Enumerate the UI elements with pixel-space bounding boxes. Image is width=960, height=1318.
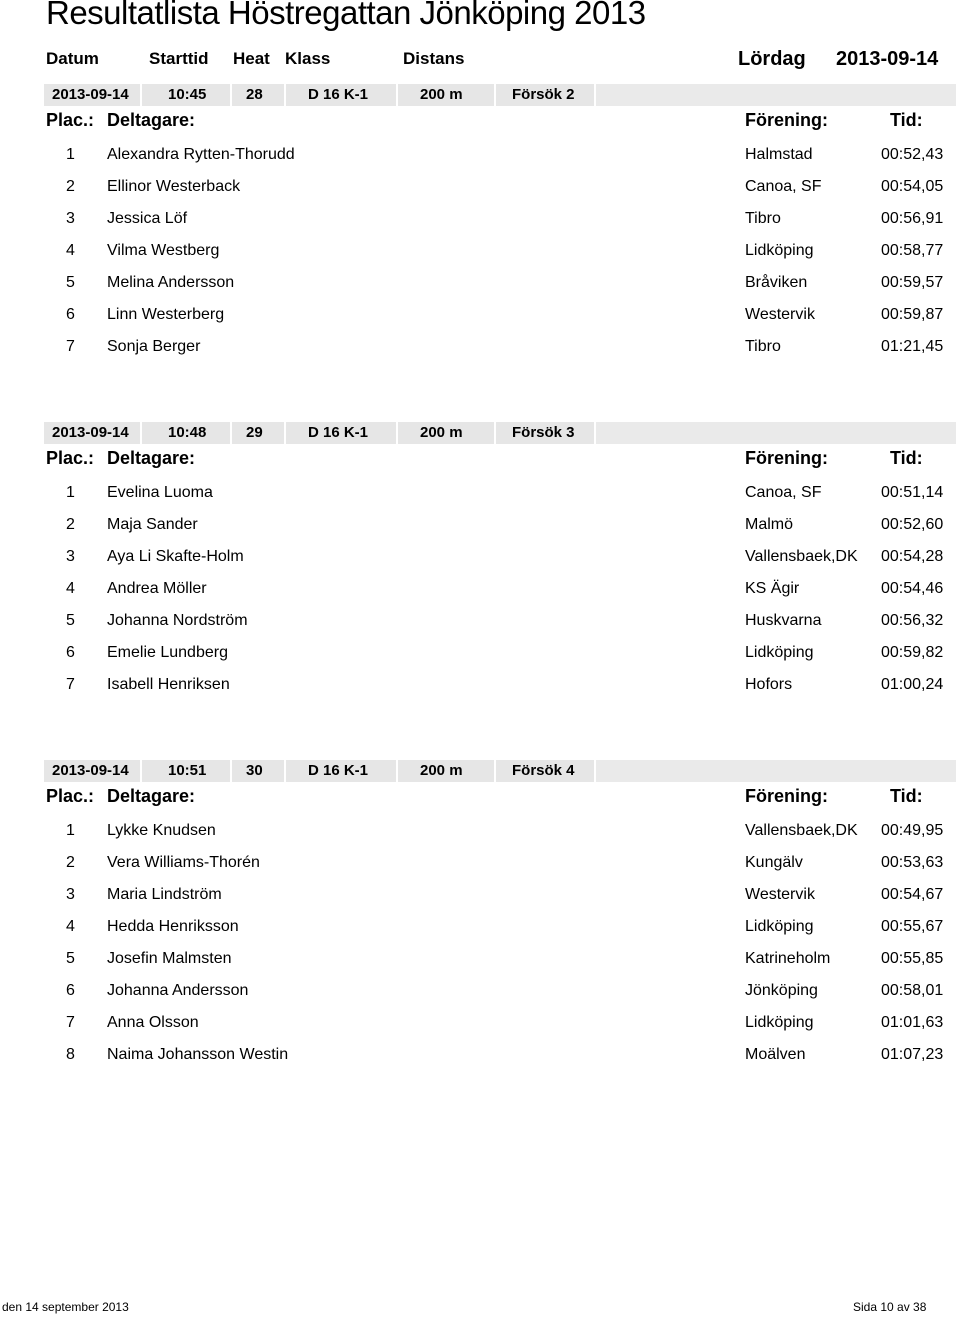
result-row [0, 580, 960, 604]
result-plac: 5 [66, 274, 75, 291]
col-forening: Förening: [745, 110, 828, 130]
heat-time: 10:51 [142, 760, 232, 782]
result-name: Emelie Lundberg [107, 644, 228, 661]
result-plac: 2 [66, 178, 75, 195]
result-row [0, 918, 960, 942]
result-name: Aya Li Skafte-Holm [107, 548, 244, 565]
result-club: Lidköping [745, 1014, 814, 1031]
result-row [0, 1014, 960, 1038]
heat-distance: 200 m [398, 760, 496, 782]
header-date: 2013-09-14 [836, 48, 939, 70]
header-distans: Distans [403, 49, 465, 68]
heat-number: 30 [232, 760, 286, 782]
result-club: Huskvarna [745, 612, 822, 629]
heat-round: Försök 2 [496, 84, 596, 106]
result-club: Lidköping [745, 918, 814, 935]
result-club: Jönköping [745, 982, 818, 999]
heat-class: D 16 K-1 [286, 760, 398, 782]
result-row [0, 950, 960, 974]
col-deltagare: Deltagare: [107, 110, 196, 130]
result-name: Hedda Henriksson [107, 918, 239, 935]
result-club: Lidköping [745, 242, 814, 259]
result-time: 00:58,01 [881, 982, 944, 999]
result-name: Sonja Berger [107, 338, 201, 355]
result-club: Westervik [745, 306, 815, 323]
result-row [0, 886, 960, 910]
result-row [0, 274, 960, 298]
result-time: 00:58,77 [881, 242, 944, 259]
result-time: 00:56,32 [881, 612, 944, 629]
heat-section [0, 422, 960, 742]
result-plac: 3 [66, 886, 75, 903]
footer-date: den 14 september 2013 [2, 1300, 129, 1314]
result-plac: 5 [66, 612, 75, 629]
heat-number: 28 [232, 84, 286, 106]
result-row [0, 1046, 960, 1070]
result-name: Vera Williams-Thorén [107, 854, 260, 871]
result-name: Isabell Henriksen [107, 676, 230, 693]
result-name: Naima Johansson Westin [107, 1046, 289, 1063]
result-row [0, 484, 960, 508]
heat-date: 2013-09-14 [44, 760, 142, 782]
result-time: 00:53,63 [881, 854, 944, 871]
header-heat: Heat [233, 49, 270, 68]
result-plac: 5 [66, 950, 75, 967]
result-club: Katrineholm [745, 950, 831, 967]
result-row [0, 822, 960, 846]
result-plac: 6 [66, 644, 75, 661]
footer-page: Sida 10 av 38 [853, 1300, 927, 1314]
result-name: Maja Sander [107, 516, 198, 533]
col-plac: Plac.: [46, 110, 95, 130]
heat-time: 10:48 [142, 422, 232, 444]
result-row [0, 210, 960, 234]
col-tid: Tid: [890, 786, 923, 806]
heat-time: 10:45 [142, 84, 232, 106]
result-time: 00:54,05 [881, 178, 944, 195]
result-name: Jessica Löf [107, 210, 188, 227]
result-name: Anna Olsson [107, 1014, 199, 1031]
result-club: Canoa, SF [745, 178, 822, 195]
result-time: 00:55,85 [881, 950, 944, 967]
result-plac: 1 [66, 146, 75, 163]
result-time: 00:56,91 [881, 210, 944, 227]
result-club: Bråviken [745, 274, 808, 291]
result-time: 00:52,60 [881, 516, 944, 533]
result-club: Tibro [745, 338, 781, 355]
col-plac: Plac.: [46, 448, 95, 468]
col-forening: Förening: [745, 448, 828, 468]
result-row [0, 306, 960, 330]
result-time: 00:55,67 [881, 918, 944, 935]
heat-round: Försök 4 [496, 760, 596, 782]
heat-round: Försök 3 [496, 422, 596, 444]
result-row [0, 644, 960, 668]
result-time: 00:59,57 [881, 274, 944, 291]
heat-section [0, 760, 960, 1090]
result-club: Canoa, SF [745, 484, 822, 501]
result-club: Westervik [745, 886, 815, 903]
result-row [0, 854, 960, 878]
result-club: Hofors [745, 676, 793, 693]
result-club: KS Ägir [745, 580, 800, 597]
header-datum: Datum [46, 49, 99, 68]
result-time: 01:21,45 [881, 338, 944, 355]
result-plac: 6 [66, 982, 75, 999]
col-tid: Tid: [890, 448, 923, 468]
header-day: Lördag [738, 48, 806, 70]
result-plac: 8 [66, 1046, 75, 1063]
result-time: 00:54,28 [881, 548, 944, 565]
result-row [0, 612, 960, 636]
result-row [0, 982, 960, 1006]
result-row [0, 178, 960, 202]
result-time: 00:49,95 [881, 822, 944, 839]
heat-distance: 200 m [398, 84, 496, 106]
result-name: Lykke Knudsen [107, 822, 216, 839]
result-time: 01:00,24 [881, 676, 944, 693]
result-club: Malmö [745, 516, 794, 533]
result-name: Andrea Möller [107, 580, 207, 597]
result-time: 00:51,14 [881, 484, 944, 501]
result-name: Josefin Malmsten [107, 950, 232, 967]
result-row [0, 516, 960, 540]
col-deltagare: Deltagare: [107, 448, 196, 468]
result-plac: 1 [66, 484, 75, 501]
result-club: Vallensbaek,DK [745, 548, 858, 565]
result-row [0, 548, 960, 572]
result-club: Moälven [745, 1046, 806, 1063]
header-klass: Klass [285, 49, 331, 68]
result-time: 00:54,46 [881, 580, 944, 597]
result-plac: 4 [66, 580, 75, 597]
result-plac: 3 [66, 210, 75, 227]
result-name: Vilma Westberg [107, 242, 220, 259]
heat-date: 2013-09-14 [44, 422, 142, 444]
result-club: Halmstad [745, 146, 813, 163]
page-title: Resultatlista Höstregattan Jönköping 2013 [46, 0, 646, 31]
result-time: 00:59,82 [881, 644, 944, 661]
result-plac: 6 [66, 306, 75, 323]
result-club: Vallensbaek,DK [745, 822, 858, 839]
result-name: Ellinor Westerback [107, 178, 241, 195]
result-row [0, 146, 960, 170]
result-time: 00:54,67 [881, 886, 944, 903]
result-row [0, 338, 960, 362]
result-name: Linn Westerberg [107, 306, 225, 323]
result-plac: 7 [66, 676, 75, 693]
header-starttid: Starttid [149, 49, 209, 68]
result-club: Lidköping [745, 644, 814, 661]
col-tid: Tid: [890, 110, 923, 130]
result-plac: 2 [66, 516, 75, 533]
result-name: Alexandra Rytten-Thorudd [107, 146, 295, 163]
result-row [0, 676, 960, 700]
result-plac: 3 [66, 548, 75, 565]
col-forening: Förening: [745, 786, 828, 806]
result-club: Kungälv [745, 854, 803, 871]
result-name: Johanna Nordström [107, 612, 248, 629]
result-name: Maria Lindström [107, 886, 222, 903]
col-plac: Plac.: [46, 786, 95, 806]
heat-distance: 200 m [398, 422, 496, 444]
result-name: Johanna Andersson [107, 982, 249, 999]
result-plac: 7 [66, 1014, 75, 1031]
result-plac: 2 [66, 854, 75, 871]
heat-section [0, 84, 960, 404]
heat-class: D 16 K-1 [286, 422, 398, 444]
result-time: 01:01,63 [881, 1014, 944, 1031]
heat-class: D 16 K-1 [286, 84, 398, 106]
col-deltagare: Deltagare: [107, 786, 196, 806]
result-plac: 7 [66, 338, 75, 355]
result-row [0, 242, 960, 266]
result-time: 01:07,23 [881, 1046, 944, 1063]
heat-date: 2013-09-14 [44, 84, 142, 106]
result-club: Tibro [745, 210, 781, 227]
heat-number: 29 [232, 422, 286, 444]
result-time: 00:59,87 [881, 306, 944, 323]
result-name: Evelina Luoma [107, 484, 213, 501]
result-plac: 4 [66, 242, 75, 259]
result-time: 00:52,43 [881, 146, 944, 163]
result-name: Melina Andersson [107, 274, 235, 291]
result-plac: 4 [66, 918, 75, 935]
result-plac: 1 [66, 822, 75, 839]
